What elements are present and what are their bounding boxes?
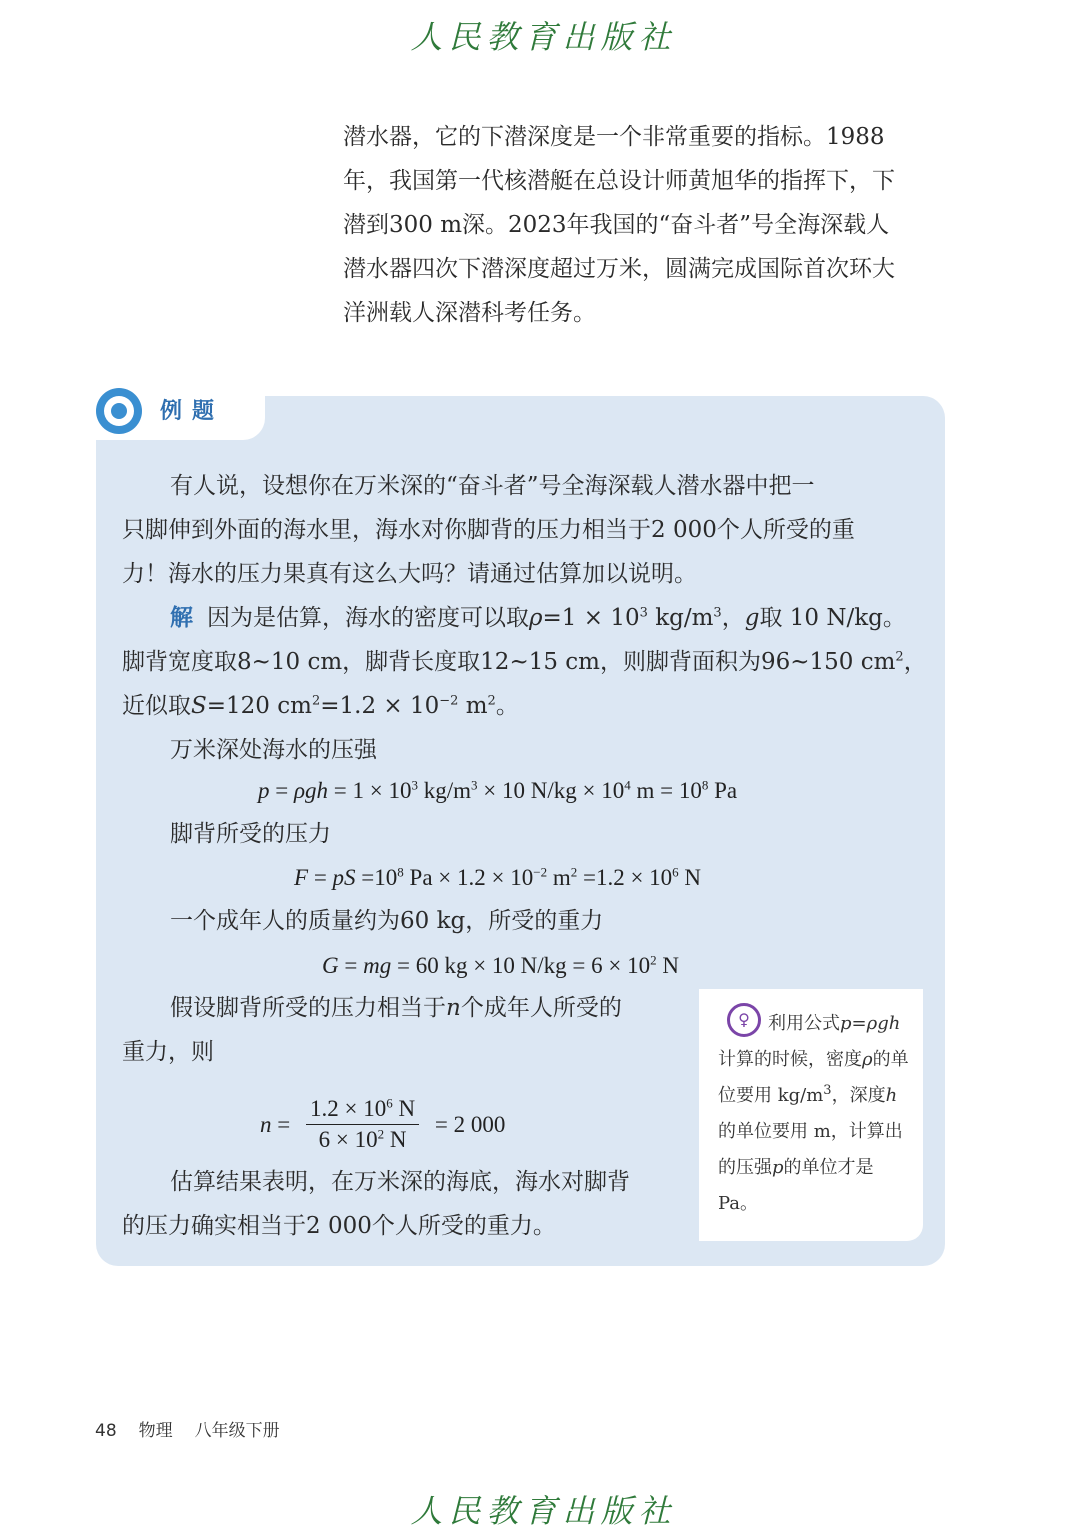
solution-text: 脚背宽度取8~10 cm，脚背长度取12~15 cm，则脚背面积为96~150 cm [122, 649, 896, 675]
target-icon [96, 388, 142, 434]
intro-line: 潜水器四次下潜深度超过万米，圆满完成国际首次环大 [343, 256, 895, 282]
rho-symbol: ρ [529, 605, 543, 631]
publisher-logo-footer: 人民教育出版社 [410, 1492, 677, 1530]
solution-text: 因为是估算，海水的密度可以取 [207, 605, 529, 631]
page-footer [95, 1416, 302, 1441]
solution-line-1 [122, 596, 927, 640]
intro-line: 潜水器，它的下潜深度是一个非常重要的指标。1988 [343, 124, 885, 150]
exponent: −2 [439, 693, 459, 709]
subject-label: 物理 [138, 1421, 173, 1441]
force-equation: F = pS $=10^8$ $Pa \times 1.2 \times 10^{-2}$ $m^2 =1.2 \times 10^6$ N [294, 864, 702, 890]
assumption-line: 重力，则 [122, 1039, 214, 1065]
exponent: 2 [487, 693, 496, 709]
denominator: $6 \times 10^2$ N [318, 1126, 407, 1152]
example-title: 例题 [160, 399, 225, 424]
problem-line: 有人说，设想你在万米深的“奋斗者”号全海深载人潜水器中把一 [170, 473, 815, 499]
s-symbol: S [191, 693, 207, 719]
exponent: 3 [639, 605, 648, 621]
exponent: 3 [713, 605, 722, 621]
solution-text: kg/m [647, 605, 714, 631]
solution-line-3 [122, 684, 927, 728]
force-label: 脚背所受的压力 [170, 821, 331, 847]
fraction [306, 1096, 419, 1153]
solution-text: 。 [495, 693, 519, 719]
solution-label: 解 [170, 604, 193, 631]
g-symbol: g [744, 605, 760, 631]
conclusion-line: 的压力确实相当于2 000个人所受的重力。 [122, 1213, 556, 1239]
solution-text: =1 × 10 [542, 605, 640, 631]
intro-line: 潜到300 m深。2023年我国的“奋斗者”号全海深载人 [343, 212, 890, 238]
weight-label: 一个成年人的质量约为60 kg，所受的重力 [170, 908, 604, 934]
solution-text: ， [903, 649, 927, 675]
tip-text: 利用公式p=ρgh计算的时候，密度ρ的单位要用 $kg/m^3$，深度h的单位要用 m，计算出的压强p的单位才是 Pa。 [718, 1013, 909, 1214]
exponent: 2 [311, 693, 321, 709]
page-number: 48 [95, 1421, 117, 1441]
conclusion-text [122, 1160, 682, 1248]
solution-text: =1.2 × 10 [320, 693, 440, 719]
solution-text: m [458, 693, 488, 719]
solution-text: ， [721, 605, 745, 631]
exponent: 2 [895, 649, 904, 665]
problem-line: 只脚伸到外面的海水里，海水对你脚背的压力相当于2 000个人所受的重 [122, 517, 855, 543]
assumption-text [122, 986, 682, 1074]
solution-line-2 [122, 640, 927, 684]
pressure-equation: $p = \rho gh = 1 \times 10^3$ $kg/m^3 \times 10$ $N/kg \times 10^4$ $m = 10^8$ Pa [258, 777, 738, 803]
lightbulb-icon: ♀ [727, 1003, 761, 1037]
publisher-logo-header: 人民教育出版社 [410, 18, 677, 56]
solution-text: =120 cm [206, 693, 312, 719]
intro-paragraph [343, 115, 948, 335]
pressure-label: 万米深处海水的压强 [170, 737, 377, 763]
conclusion-line: 估算结果表明，在万米深的海底，海水对脚背 [170, 1169, 630, 1195]
solution-text: 取 10 N/kg。 [759, 605, 906, 631]
assumption-line: 假设脚背所受的压力相当于n个成年人所受的 [170, 995, 622, 1021]
intro-line: 洋洲载人深潜科考任务。 [343, 300, 596, 326]
problem-statement [122, 464, 927, 772]
grade-label: 八年级下册 [194, 1421, 280, 1441]
problem-line: 力！海水的压力果真有这么大吗？请通过估算加以说明。 [122, 561, 697, 587]
n-equation: n = $\frac{1.2 \times 10^6 N}{6 \times 10^2 N}$ = 2 000 [260, 1095, 506, 1152]
numerator: $1.2 \times 10^6$ N [306, 1096, 419, 1125]
solution-text: 近似取 [122, 693, 191, 719]
intro-line: 年，我国第一代核潜艇在总设计师黄旭华的指挥下，下 [343, 168, 895, 194]
weight-equation: G = mg = 60 kg × 10 $N/kg = 6 \times 10^2$ N [322, 952, 679, 978]
